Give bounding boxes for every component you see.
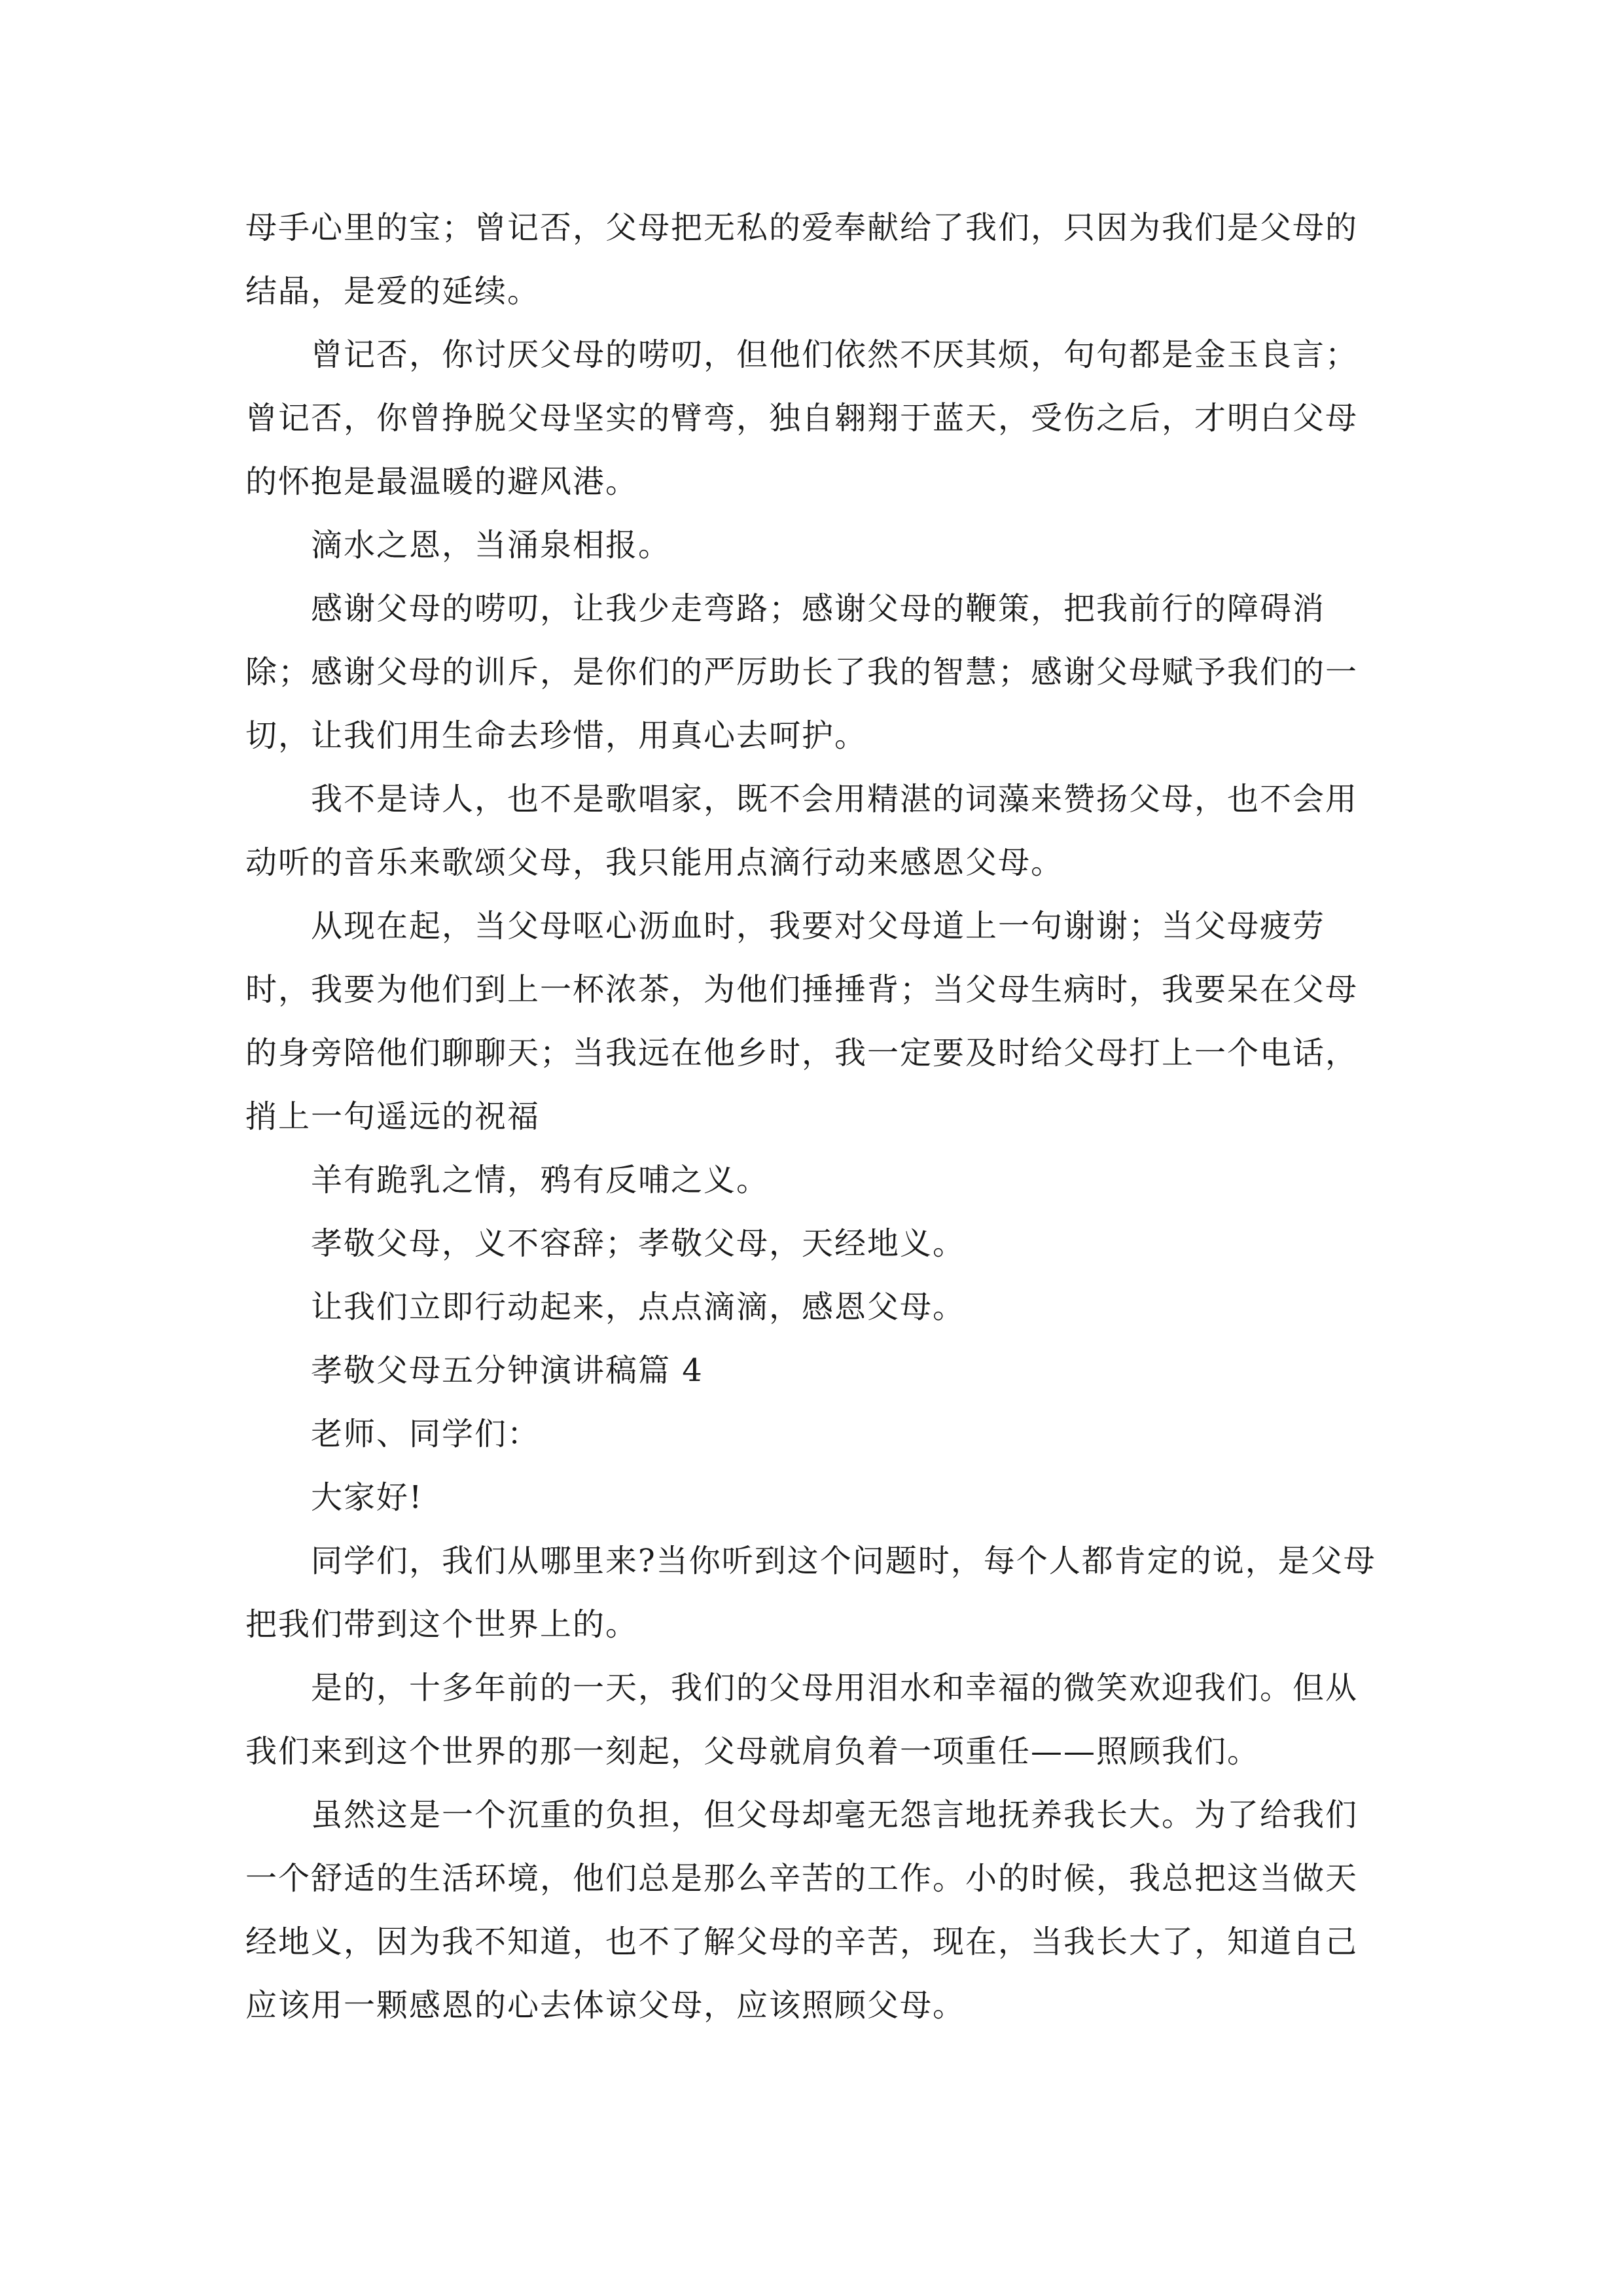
paragraph: 孝敬父母，义不容辞；孝敬父母，天经地义。	[311, 1225, 966, 1262]
section-heading: 孝敬父母五分钟演讲稿篇 4	[311, 1352, 704, 1389]
paragraph: 感谢父母的唠叨，让我少走弯路；感谢父母的鞭策，把我前行的障碍消除；感谢父母的训斥，是你们的严厉助长了我的智慧；感谢父母赋予我们的一切，让我们用生命去珍惜，用真心去呵护。	[245, 590, 1359, 754]
paragraph: 虽然这是一个沉重的负担，但父母却毫无怨言地抚养我长大。为了给我们一个舒适的生活环境，他们总是那么辛苦的工作。小的时候，我总把这当做天经地义，因为我不知道，也不了解父母的辛苦，现在，当我长大了，知道自己应该用一颗感恩的心去体谅父母，应该照顾父母。	[245, 1797, 1359, 2024]
paragraph: 羊有跪乳之情，鸦有反哺之义。	[311, 1162, 770, 1198]
paragraph: 是的，十多年前的一天，我们的父母用泪水和幸福的微笑欢迎我们。但从我们来到这个世界的那一刻起，父母就肩负着一项重任——照顾我们。	[245, 1670, 1359, 1770]
paragraph: 曾记否，你讨厌父母的唠叨，但他们依然不厌其烦，句句都是金玉良言；曾记否，你曾挣脱父母坚实的臂弯，独自翱翔于蓝天，受伤之后，才明白父母的怀抱是最温暖的避风港。	[245, 336, 1359, 500]
greeting: 大家好!	[311, 1479, 423, 1516]
paragraph: 同学们，我们从哪里来?当你听到这个问题时，每个人都肯定的说，是父母把我们带到这个世界上的。	[245, 1543, 1376, 1643]
paragraph: 滴水之恩，当涌泉相报。	[311, 527, 671, 564]
paragraph: 从现在起，当父母呕心沥血时，我要对父母道上一句谢谢；当父母疲劳时，我要为他们到上一杯浓茶，为他们捶捶背；当父母生病时，我要呆在父母的身旁陪他们聊聊天；当我远在他乡时，我一定要及时给父母打上一个电话，捎上一句遥远的祝福	[245, 908, 1359, 1135]
document-body	[245, 196, 1378, 2037]
salutation: 老师、同学们：	[311, 1416, 541, 1452]
paragraph: 我不是诗人，也不是歌唱家，既不会用精湛的词藻来赞扬父母，也不会用动听的音乐来歌颂父母，我只能用点滴行动来感恩父母。	[245, 781, 1359, 881]
paragraph: 让我们立即行动起来，点点滴滴，感恩父母。	[311, 1289, 966, 1325]
paragraph: 母手心里的宝；曾记否，父母把无私的爱奉献给了我们，只因为我们是父母的结晶，是爱的延续。	[245, 209, 1359, 310]
